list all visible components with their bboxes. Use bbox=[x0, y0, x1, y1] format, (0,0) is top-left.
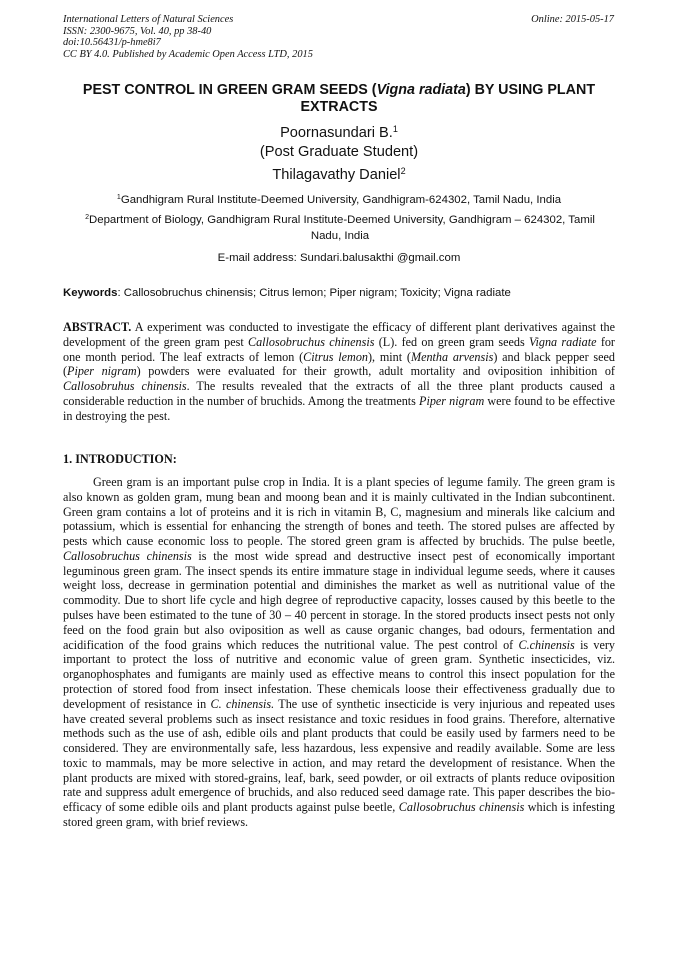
affiliation-2-sup: 2 bbox=[85, 214, 90, 222]
intro-text: is the most wide spread and destructive insect pest of economically important leguminous green gram. The insect spends its entire immature stage in individual legume seeds, where it causes weight loss, decrease in germination potential and diminishes the market as well as nutritional value of the commodity. Due to short life cycle and high degree of reproductive capacity, losses caused by this beetle to the pulses have been estimated to the tune of 30 – 40 percent in storage. In the stored products insect pests not only feed on the food grain but also oviposition as well as cause organic changes, bad odours, fermentation and acidification of the food grains which reduces the nutritional value. The pest control of bbox=[63, 548, 615, 652]
abstract-text: ) and black pepper seed ( bbox=[63, 349, 615, 379]
abstract-text: ) powders were evaluated for their growth, adult mortality and oviposition inhibition of bbox=[136, 364, 615, 379]
abstract-species: Vigna radiate bbox=[529, 334, 597, 349]
intro-text: which is infesting stored green gram, with brief reviews. bbox=[63, 800, 615, 829]
keywords bbox=[63, 286, 615, 300]
abstract-species: Callosobruchus chinensis bbox=[248, 334, 375, 349]
author-2-sup: 2 bbox=[400, 166, 406, 177]
introduction-paragraph bbox=[63, 475, 615, 830]
paper-title bbox=[63, 82, 615, 116]
online-date: Online: 2015-05-17 bbox=[531, 14, 614, 25]
intro-text: Green gram is an important pulse crop in India. It is a plant species of legume family. The green gram is also known as golden gram, mung bean and moong bean and it is mainly cultivated in the Indian subcontinent. Green gram contains a lot of proteins and it is rich in vitamin B, C, magnesium and minerals like calcium and potassium, which is essential for enhancing the strength of bones and teeth. The stored pulses are affected by pests which cause economic loss to people. The stored green gram is affected by bruchids. The pulse beetle, bbox=[63, 475, 615, 549]
affiliation-2-text: Department of Biology, Gandhigram Rural Institute-Deemed University, Gandhigram – 624302, Tamil Nadu, India bbox=[89, 214, 595, 242]
intro-text: The use of synthetic insecticide is very injurious and repeated uses have created several problems such as insect resistance and toxic residues in food grains. Therefore, alternative methods such as the use of ash, edible oils and plant products that could be easily used by farmers need to be considered. They are environmentally safe, less hazardous, less expensive and readily available. Some are less toxic to mammals, may be more selective in action, and may retard the development of resistance. When the plant products are mixed with stored-grains, leaf, bark, seed powder, or oil extracts of plants reduce oviposition rate and suppress adult emergence of bruchids, and also reduced seed damage rate. This paper describes the bio-efficacy of some edible oils and plant products against pulse beetle, bbox=[63, 696, 615, 815]
author-1-role: (Post Graduate Student) bbox=[259, 144, 419, 160]
journal-license: CC BY 4.0. Published by Academic Open Access LTD, 2015 bbox=[63, 48, 313, 60]
introduction-body bbox=[63, 475, 615, 830]
journal-doi: doi:10.56431/p-hme8i7 bbox=[63, 37, 161, 49]
author-2 bbox=[63, 166, 615, 184]
title-species: Vigna radiata bbox=[376, 82, 466, 98]
keywords-text: : Callosobruchus chinensis; Citrus lemon; Piper nigram; Toxicity; Vigna radiate bbox=[117, 287, 511, 299]
abstract-species: Piper nigram bbox=[67, 364, 137, 379]
abstract-text: . The results revealed that the extracts of all the three plant products caused a considerable reduction in the number of bruchids. Among the treatments bbox=[63, 379, 615, 408]
journal-name: International Letters of Natural Sciences bbox=[63, 14, 234, 25]
intro-species: C. chinensis. bbox=[210, 696, 275, 711]
abstract bbox=[63, 320, 615, 423]
affiliation-1-sup: 1 bbox=[116, 194, 121, 202]
intro-species: Callosobruchus chinensis bbox=[63, 548, 192, 563]
intro-species: Callosobruchus chinensis bbox=[398, 800, 525, 815]
keywords-label: Keywords bbox=[63, 287, 118, 299]
intro-text: is very important to protect the loss of nutritive and economic value of green gram. Synthetic insecticides, viz. organophosphates and fumigants are mainly used as effective means to control this insect population for the protection of stored food from insect infestation. These chemicals loose their effectiveness gradually due to development of resistance in bbox=[63, 637, 615, 711]
email-address: E-mail address: Sundari.balusakthi @gmail.com bbox=[217, 252, 461, 264]
title-part2: ) BY USING PLANT EXTRACTS bbox=[300, 82, 596, 115]
journal-issn: ISSN: 2300-9675, Vol. 40, pp 38-40 bbox=[63, 25, 212, 37]
affiliation-1-text: Gandhigram Rural Institute-Deemed University, Gandhigram-624302, Tamil Nadu, India bbox=[120, 194, 562, 206]
abstract-text: (L). fed on green gram seeds bbox=[374, 334, 530, 349]
abstract-text: were found to be effective in destroying the pest. bbox=[63, 393, 615, 423]
author-2-name: Thilagavathy Daniel bbox=[272, 167, 401, 183]
abstract-species: Callosobruhus chinensis bbox=[63, 379, 187, 394]
section-heading-introduction: 1. INTRODUCTION: bbox=[63, 452, 177, 466]
author-1-sup: 1 bbox=[392, 124, 398, 135]
author-1 bbox=[63, 124, 615, 142]
affiliation-2 bbox=[70, 213, 610, 244]
abstract-species: Mentha arvensis bbox=[410, 349, 494, 364]
intro-species: C.chinensis bbox=[518, 637, 575, 652]
affiliation-1 bbox=[63, 193, 615, 209]
abstract-species: Citrus lemon bbox=[303, 349, 368, 364]
abstract-paragraph bbox=[63, 320, 615, 423]
abstract-text: ), mint ( bbox=[367, 349, 411, 364]
abstract-species: Piper nigram bbox=[419, 393, 485, 408]
abstract-text: for one month period. The leaf extracts of lemon ( bbox=[63, 334, 615, 364]
journal-header bbox=[63, 14, 313, 60]
author-1-name: Poornasundari B. bbox=[280, 125, 393, 141]
abstract-text: A experiment was conducted to investigate the efficacy of different plant derivatives against the development of the green gram pest bbox=[63, 320, 615, 349]
title-part1: PEST CONTROL IN GREEN GRAM SEEDS ( bbox=[82, 82, 377, 98]
abstract-label: ABSTRACT. bbox=[63, 320, 132, 334]
